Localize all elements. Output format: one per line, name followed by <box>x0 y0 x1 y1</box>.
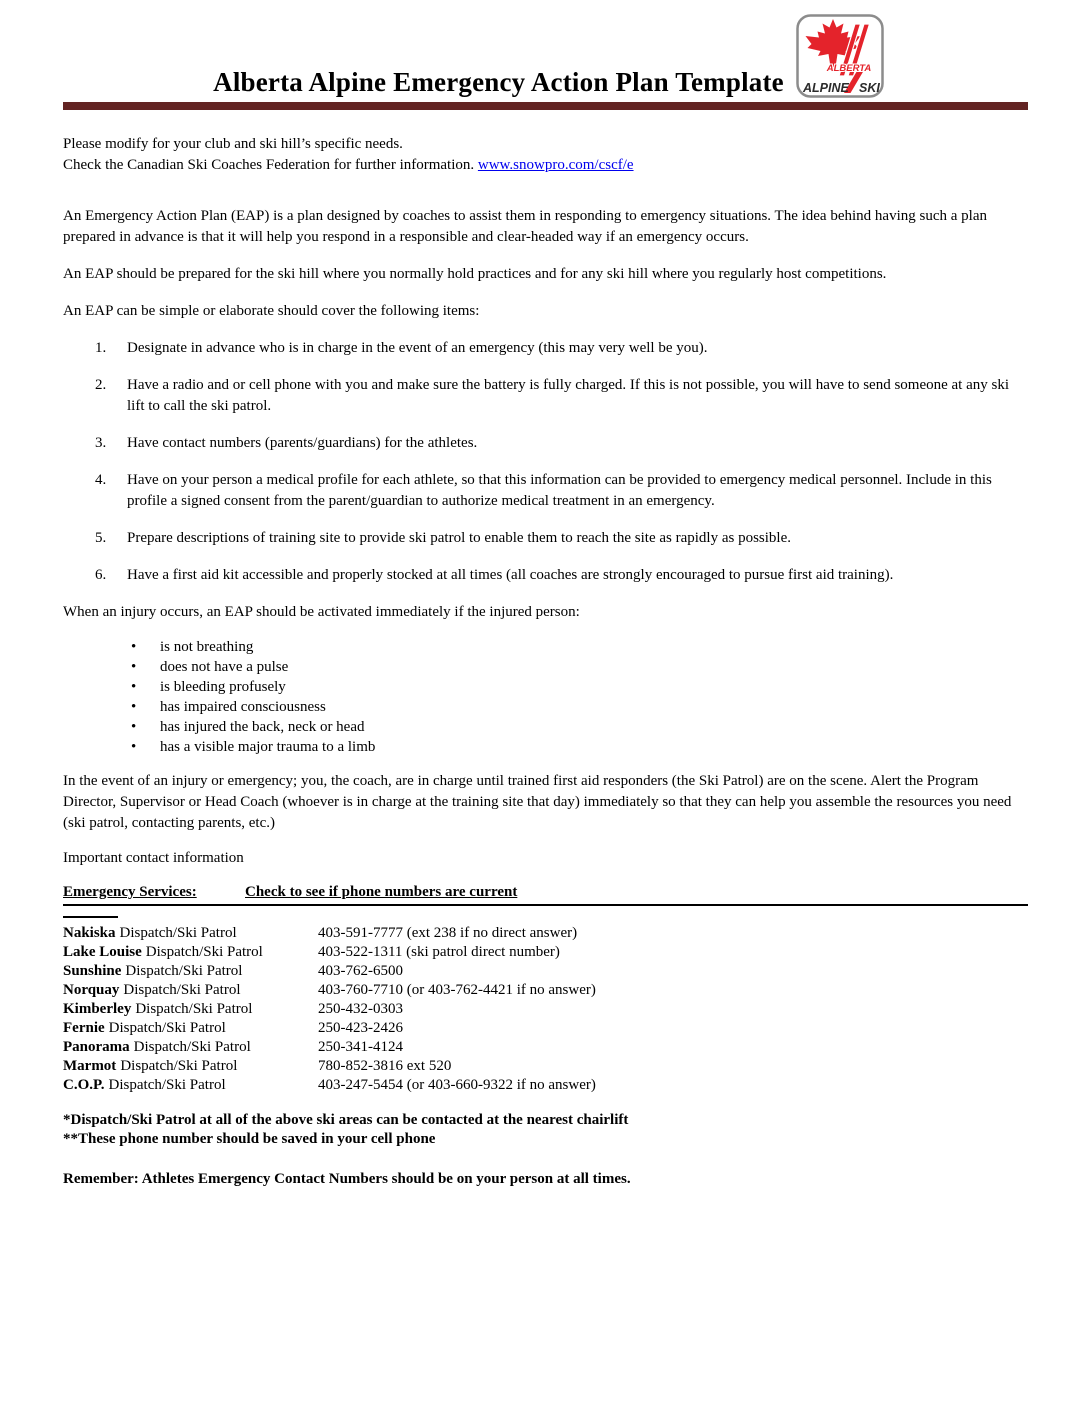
bullet-list-item <box>63 717 1028 737</box>
contact-name-cell <box>63 1038 318 1057</box>
list-item-text: Designate in advance who is in charge in the event of an emergency (this may very well be you). <box>127 340 708 356</box>
contact-role: Dispatch/Ski Patrol <box>108 1020 226 1036</box>
document-header <box>63 14 1028 98</box>
list-item-text: Have on your person a medical profile for each athlete, so that this information can be provided to emergency medical personnel. Include in this profile a signed consent from the parent/guardian to authorize medical treatment in an emergency. <box>127 472 992 509</box>
contact-name-cell <box>63 981 318 1000</box>
list-item-text: Have a radio and or cell phone with you and make sure the battery is fully charged. If this is not possible, you will have to send someone at any ski lift to call the ski patrol. <box>127 377 1010 414</box>
short-underline <box>63 916 118 918</box>
bullet-list-item <box>63 677 1028 697</box>
page-title: Alberta Alpine Emergency Action Plan Template <box>213 67 784 97</box>
bullet-item-text: is not breathing <box>160 639 254 655</box>
logo-alberta-text: ALBERTA <box>826 63 872 74</box>
contact-phone: 403-591-7777 (ext 238 if no direct answer) <box>318 925 578 941</box>
contact-row <box>63 1057 1028 1076</box>
contact-role: Dispatch/Ski Patrol <box>120 1058 238 1074</box>
resort-name: C.O.P. <box>63 1077 105 1093</box>
contact-row <box>63 1019 1028 1038</box>
bullet-list-item <box>63 697 1028 717</box>
numbered-list-item <box>63 565 1028 586</box>
paragraph-eap-definition: An Emergency Action Plan (EAP) is a plan designed by coaches to assist them in responding to emergency situations. The idea behind having such a plan prepared in advance is that it will help you respond in a responsible and clear-headed way if an emergency occurs. <box>63 208 987 245</box>
contact-name-cell <box>63 924 318 943</box>
intro-line2: Check the Canadian Ski Coaches Federation for further information. <box>63 157 475 173</box>
bullet-list-item <box>63 737 1028 757</box>
bullet-item-text: is bleeding profusely <box>160 679 286 695</box>
resort-name: Kimberley <box>63 1001 132 1017</box>
emergency-services-heading <box>63 883 1028 906</box>
bullet-list-item <box>63 637 1028 657</box>
bullet-item-text: has impaired consciousness <box>160 699 326 715</box>
intro-text <box>63 134 1028 176</box>
contact-name-cell <box>63 1000 318 1019</box>
resort-name: Nakiska <box>63 925 116 941</box>
alberta-alpine-ski-logo <box>796 14 884 98</box>
logo-ski-text: SKI <box>859 81 880 95</box>
contact-phone: 250-341-4124 <box>318 1039 403 1055</box>
contact-role: Dispatch/Ski Patrol <box>133 1039 251 1055</box>
bullet-item-text: has injured the back, neck or head <box>160 719 365 735</box>
contact-row <box>63 943 1028 962</box>
contact-row <box>63 1038 1028 1057</box>
contact-phone: 250-432-0303 <box>318 1001 403 1017</box>
paragraph-in-event-of-injury: In the event of an injury or emergency; you, the coach, are in charge until trained first aid responders (the Ski Patrol) are on the scene. Alert the Program Director, Supervisor or Head Coach (whoever is in charge at the training site that day) immediately so that they can help you assemble the resources you need (ski patrol, contacting parents, etc.) <box>63 773 1012 831</box>
contact-role: Dispatch/Ski Patrol <box>119 925 237 941</box>
numbered-list-item <box>63 528 1028 549</box>
contact-role: Dispatch/Ski Patrol <box>123 982 241 998</box>
logo-alpine-text: ALPINE <box>803 81 849 95</box>
injury-bullet-list <box>63 637 1028 757</box>
contact-name-cell <box>63 1019 318 1038</box>
bullet-list-item <box>63 657 1028 677</box>
contact-phone: 403-762-6500 <box>318 963 403 979</box>
important-contact-heading: Important contact information <box>63 850 244 866</box>
contacts-table <box>63 924 1028 1095</box>
contact-role: Dispatch/Ski Patrol <box>125 963 243 979</box>
header-divider-rule <box>63 102 1028 110</box>
list-item-number: 6. <box>95 567 107 583</box>
paragraph-eap-preparation: An EAP should be prepared for the ski hill where you normally hold practices and for any ski hill where you regularly host competitions. <box>63 266 887 282</box>
list-item-number: 2. <box>95 377 107 393</box>
contact-phone: 403-760-7710 (or 403-762-4421 if no answer) <box>318 982 596 998</box>
list-item-text: Have contact numbers (parents/guardians) for the athletes. <box>127 435 478 451</box>
numbered-list-item <box>63 375 1028 417</box>
list-item-number: 1. <box>95 340 107 356</box>
list-item-text: Prepare descriptions of training site to provide ski patrol to enable them to reach the site as rapidly as possible. <box>127 530 791 546</box>
list-item-number: 5. <box>95 530 107 546</box>
contact-role: Dispatch/Ski Patrol <box>135 1001 253 1017</box>
contact-row <box>63 1000 1028 1019</box>
contact-name-cell <box>63 962 318 981</box>
resort-name: Lake Louise <box>63 944 142 960</box>
intro-line1: Please modify for your club and ski hill’s specific needs. <box>63 136 403 152</box>
resort-name: Marmot <box>63 1058 117 1074</box>
list-item-text: Have a first aid kit accessible and properly stocked at all times (all coaches are strongly encouraged to pursue first aid training). <box>127 567 894 583</box>
numbered-list-item <box>63 433 1028 454</box>
contact-phone: 403-247-5454 (or 403-660-9322 if no answer) <box>318 1077 596 1093</box>
numbered-list-item <box>63 338 1028 359</box>
contact-phone: 403-522-1311 (ski patrol direct number) <box>318 944 560 960</box>
contact-name-cell <box>63 943 318 962</box>
footnote-line: *Dispatch/Ski Patrol at all of the above ski areas can be contacted at the nearest chairlift <box>63 1112 629 1128</box>
resort-name: Norquay <box>63 982 120 998</box>
emergency-services-note: Check to see if phone numbers are current <box>245 884 518 900</box>
footnote-line: **These phone number should be saved in your cell phone <box>63 1131 436 1147</box>
contact-row <box>63 981 1028 1000</box>
resort-name: Panorama <box>63 1039 130 1055</box>
contact-role: Dispatch/Ski Patrol <box>145 944 263 960</box>
resort-name: Sunshine <box>63 963 122 979</box>
paragraph-eap-items-intro: An EAP can be simple or elaborate should cover the following items: <box>63 303 480 319</box>
bullet-item-text: does not have a pulse <box>160 659 289 675</box>
contact-row <box>63 962 1028 981</box>
contact-phone: 780-852-3816 ext 520 <box>318 1058 452 1074</box>
bullet-item-text: has a visible major trauma to a limb <box>160 739 376 755</box>
numbered-list-item <box>63 470 1028 512</box>
numbered-list <box>63 338 1028 586</box>
list-item-number: 3. <box>95 435 107 451</box>
contact-name-cell <box>63 1057 318 1076</box>
contact-role: Dispatch/Ski Patrol <box>108 1077 226 1093</box>
remember-note: Remember: Athletes Emergency Contact Numbers should be on your person at all times. <box>63 1171 631 1187</box>
contact-name-cell <box>63 1076 318 1095</box>
footnotes <box>63 1111 1028 1149</box>
resort-name: Fernie <box>63 1020 105 1036</box>
injury-intro-text: When an injury occurs, an EAP should be activated immediately if the injured person: <box>63 604 580 620</box>
list-item-number: 4. <box>95 472 107 488</box>
contact-row <box>63 924 1028 943</box>
emergency-services-label: Emergency Services: <box>63 884 197 900</box>
contact-phone: 250-423-2426 <box>318 1020 403 1036</box>
snowpro-link[interactable]: www.snowpro.com/cscf/e <box>477 157 634 173</box>
contact-row <box>63 1076 1028 1095</box>
